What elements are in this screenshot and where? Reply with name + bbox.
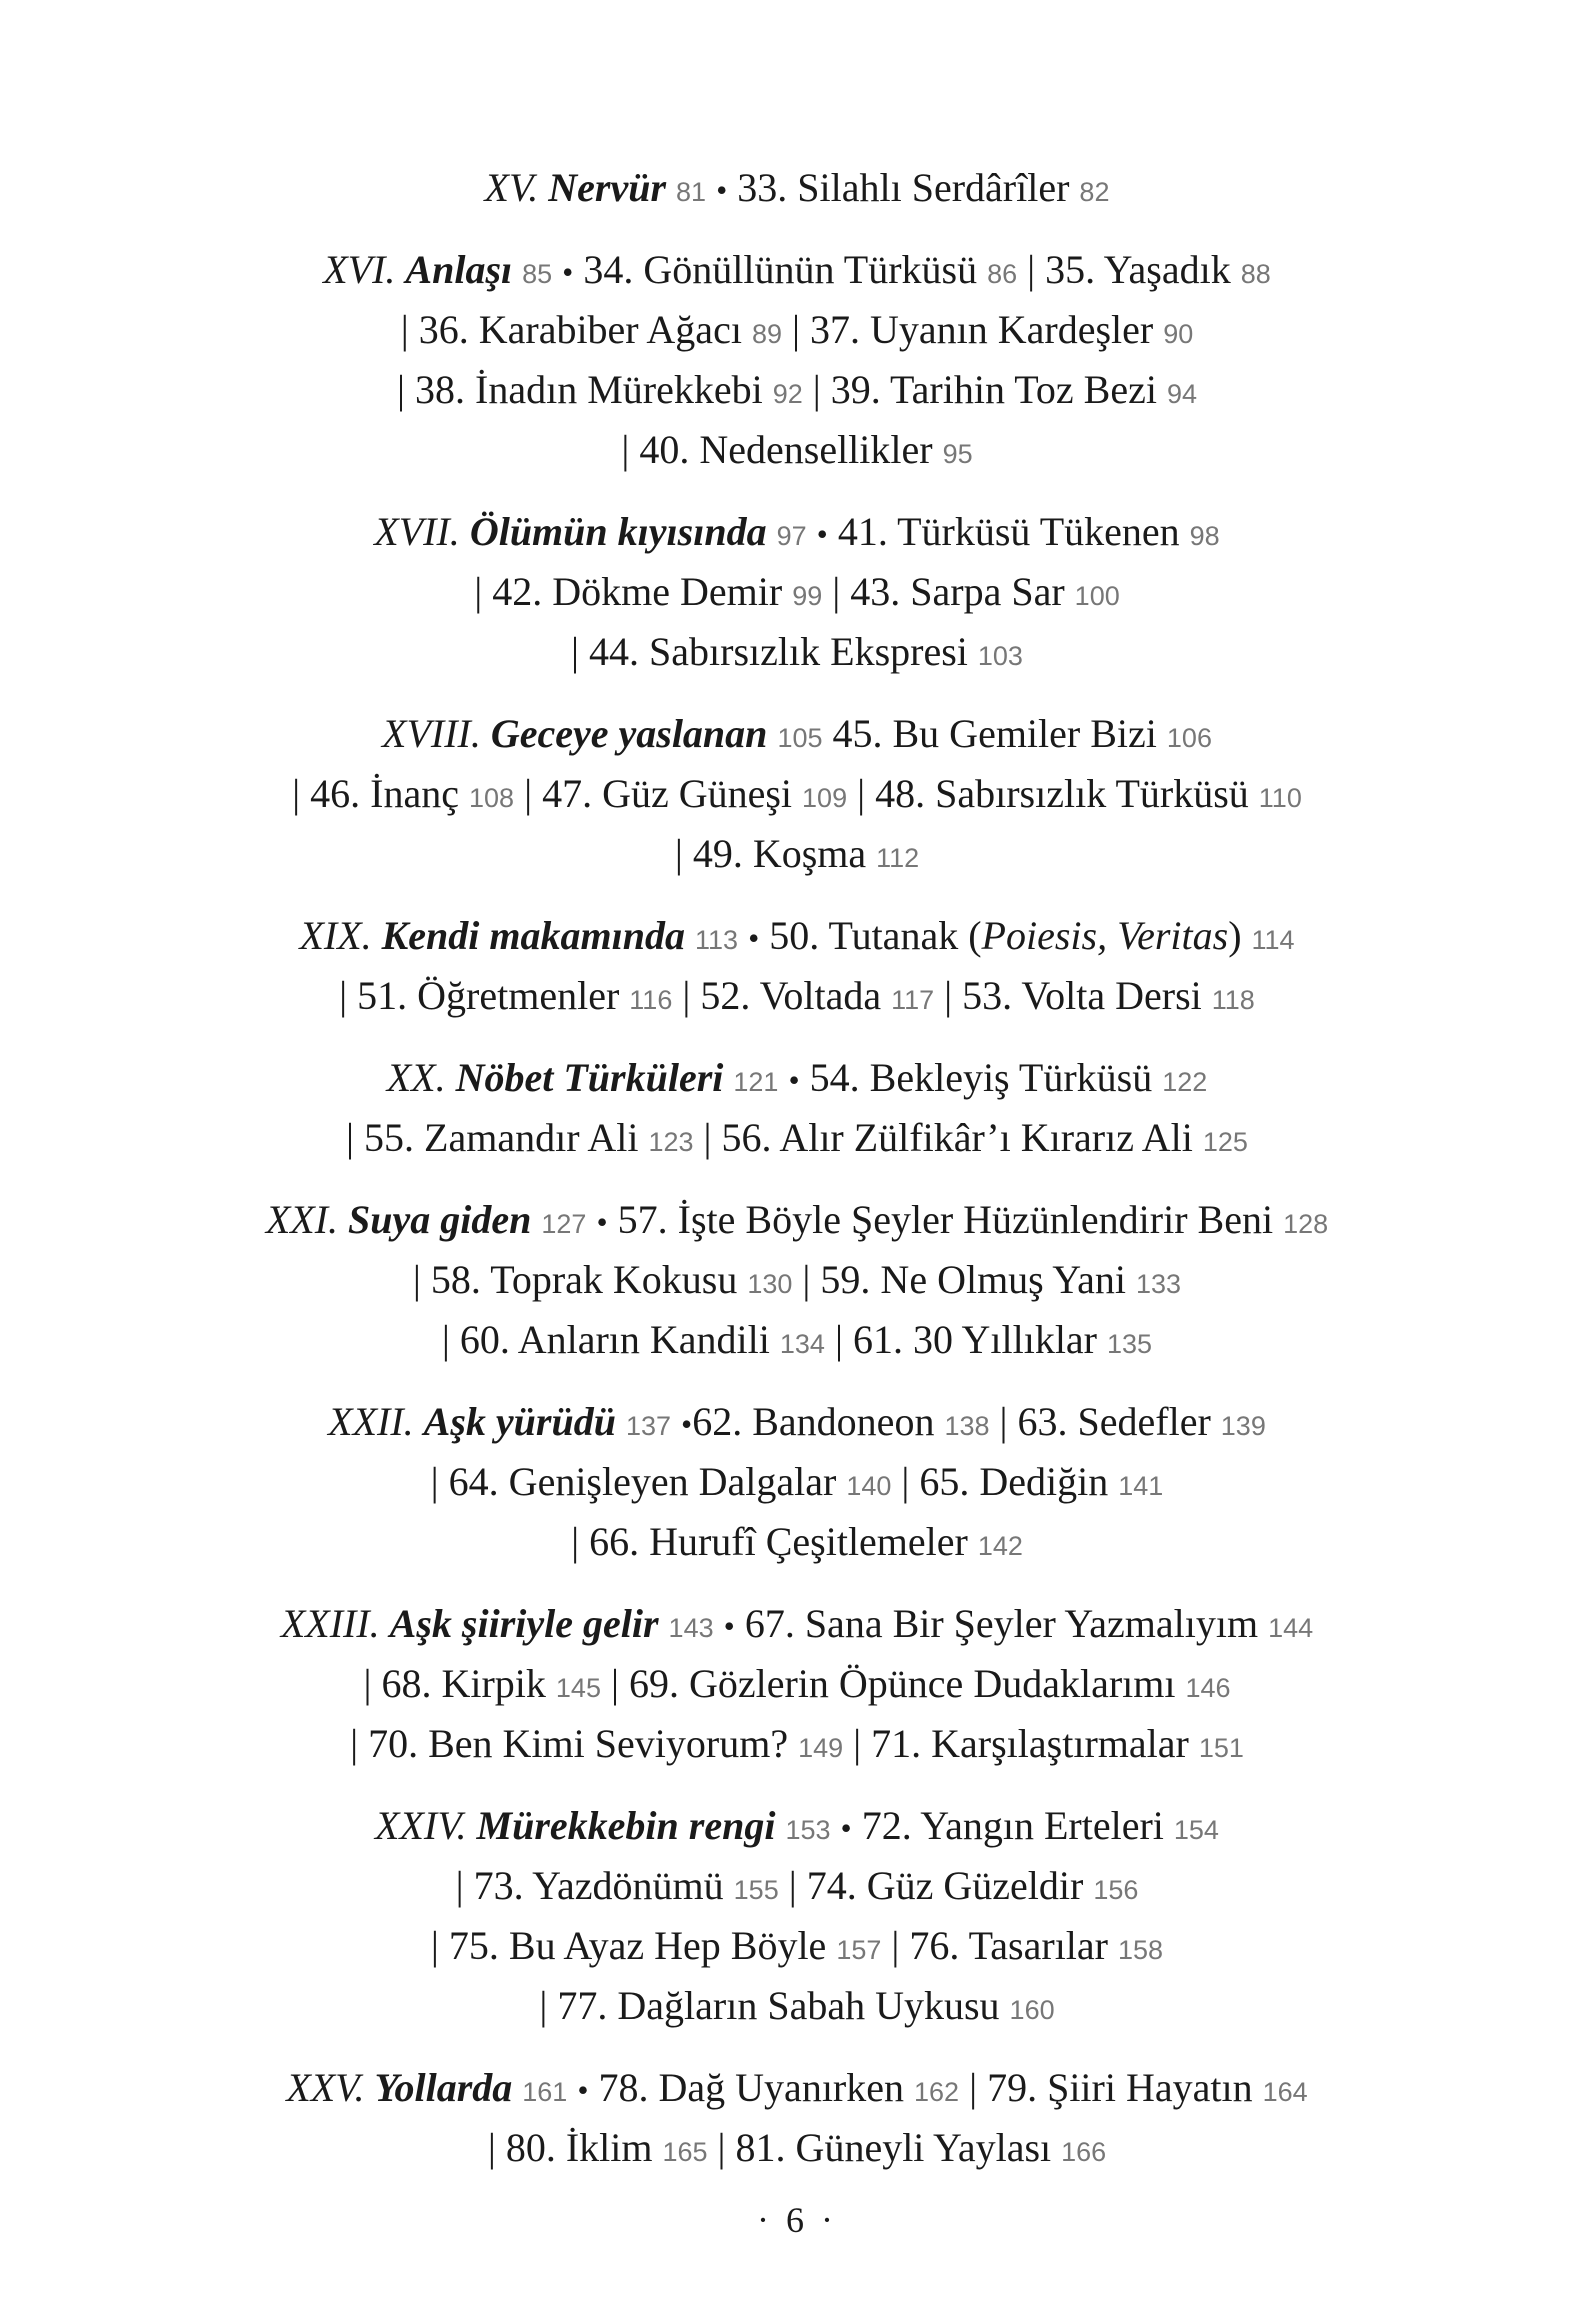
page-number-ref: 165 xyxy=(662,2137,708,2167)
page-number-ref: 98 xyxy=(1189,521,1220,551)
entry-text: | 37. Uyanın Kardeşler xyxy=(781,307,1164,352)
toc-line xyxy=(0,1514,1594,1574)
entry-text: 54. Bekleyiş Türküsü xyxy=(799,1055,1163,1100)
page-number-ref: 138 xyxy=(944,1411,990,1441)
section-numeral: XXII. xyxy=(328,1399,424,1444)
toc-line xyxy=(0,242,1594,302)
page-number-ref: 122 xyxy=(1162,1067,1208,1097)
page-number-ref: 95 xyxy=(942,439,973,469)
bullet-separator: • xyxy=(816,516,828,552)
section-numeral: XX. xyxy=(386,1055,456,1100)
toc-line xyxy=(0,1596,1594,1656)
page-number-ref: 109 xyxy=(802,783,848,813)
entry-text: | 47. Güz Güneşi xyxy=(514,771,803,816)
toc-section xyxy=(0,1798,1594,2038)
page-number-ref: 155 xyxy=(733,1875,779,1905)
entry-text xyxy=(512,247,522,292)
section-numeral: XXIV. xyxy=(375,1803,477,1848)
entry-text: | 60. Anların Kandili xyxy=(441,1317,780,1362)
toc-line xyxy=(0,624,1594,684)
page-number-ref: 121 xyxy=(733,1067,779,1097)
toc-line xyxy=(0,766,1594,826)
section-numeral: XVIII. xyxy=(382,711,491,756)
section-title: Aşk şiiriyle gelir xyxy=(389,1601,659,1646)
entry-text: | 38. İnadın Mürekkebi xyxy=(397,367,773,412)
entry-text xyxy=(586,1197,596,1242)
entry-text: 78. Dağ Uyanırken xyxy=(588,2065,914,2110)
toc-line xyxy=(0,362,1594,422)
section-numeral: XIX. xyxy=(299,913,382,958)
entry-text: | 79. Şiiri Hayatın xyxy=(959,2065,1263,2110)
entry-text: ) xyxy=(1228,913,1252,958)
entry-text xyxy=(659,1601,669,1646)
entry-text xyxy=(531,1197,541,1242)
page-number-ref: 160 xyxy=(1009,1995,1055,2025)
entry-text: | 48. Sabırsızlık Türküsü xyxy=(847,771,1259,816)
page-number-ref: 123 xyxy=(648,1127,694,1157)
section-numeral: XXI. xyxy=(265,1197,349,1242)
table-of-contents xyxy=(0,160,1594,2202)
page-number-ref: 125 xyxy=(1202,1127,1248,1157)
page-number-ref: 144 xyxy=(1268,1613,1314,1643)
entry-text xyxy=(512,2065,522,2110)
entry-text: | 49. Koşma xyxy=(674,831,877,876)
section-title: Aşk yürüdü xyxy=(423,1399,616,1444)
page-number-ref: 97 xyxy=(776,521,807,551)
toc-line xyxy=(0,826,1594,886)
page-number-ref: 135 xyxy=(1107,1329,1153,1359)
page-number-ref: 166 xyxy=(1061,2137,1107,2167)
entry-text xyxy=(616,1399,626,1444)
entry-text: | 44. Sabırsızlık Ekspresi xyxy=(571,629,978,674)
page-number-ref: 145 xyxy=(555,1673,601,1703)
entry-text xyxy=(666,165,676,210)
toc-line xyxy=(0,908,1594,968)
entry-text: | 42. Dökme Demir xyxy=(474,569,793,614)
entry-text: | 77. Dağların Sabah Uykusu xyxy=(539,1983,1010,2028)
section-title: Nöbet Türküleri xyxy=(455,1055,724,1100)
entry-text: | 58. Toprak Kokusu xyxy=(412,1257,748,1302)
section-title: Ölümün kıyısında xyxy=(469,509,767,554)
entry-text: | 59. Ne Olmuş Yani xyxy=(792,1257,1137,1302)
toc-line xyxy=(0,1110,1594,1170)
bullet-separator: • xyxy=(562,254,574,290)
page-number-ref: 153 xyxy=(785,1815,831,1845)
entry-text xyxy=(807,509,817,554)
toc-line xyxy=(0,1394,1594,1454)
entry-text: 34. Gönüllünün Türküsü xyxy=(573,247,988,292)
page-number-ref: 139 xyxy=(1220,1411,1266,1441)
entry-text: | 68. Kirpik xyxy=(363,1661,556,1706)
entry-text: | 81. Güneyli Yaylası xyxy=(707,2125,1062,2170)
section-numeral: XVII. xyxy=(374,509,470,554)
entry-text xyxy=(831,1803,841,1848)
section-numeral: XV. xyxy=(484,165,549,210)
toc-section xyxy=(0,2060,1594,2180)
toc-line xyxy=(0,1454,1594,1514)
page-number: · 6 · xyxy=(757,2200,837,2240)
bullet-separator: • xyxy=(577,2072,589,2108)
entry-text: 72. Yangın Erteleri xyxy=(851,1803,1174,1848)
entry-text: | 74. Güz Güzeldir xyxy=(778,1863,1094,1908)
toc-line xyxy=(0,968,1594,1028)
toc-line xyxy=(0,2060,1594,2120)
section-title: Kendi makamında xyxy=(381,913,686,958)
toc-section xyxy=(0,706,1594,886)
entry-text: | 36. Karabiber Ağacı xyxy=(400,307,752,352)
toc-line xyxy=(0,160,1594,220)
page-number-ref: 99 xyxy=(792,581,823,611)
toc-section xyxy=(0,242,1594,482)
page-number-ref: 130 xyxy=(747,1269,793,1299)
toc-line xyxy=(0,1192,1594,1252)
page-number-ref: 86 xyxy=(987,259,1018,289)
page-number-ref: 116 xyxy=(629,985,673,1015)
bullet-separator: • xyxy=(748,920,760,956)
page-number-ref: 157 xyxy=(836,1935,882,1965)
toc-section xyxy=(0,1596,1594,1776)
entry-text: | 53. Volta Dersi xyxy=(934,973,1212,1018)
section-numeral: XVI. xyxy=(323,247,406,292)
page-number-ref: 156 xyxy=(1093,1875,1139,1905)
page-number-ref: 100 xyxy=(1074,581,1120,611)
section-numeral: XXV. xyxy=(286,2065,375,2110)
entry-text: 67. Sana Bir Şeyler Yazmalıyım xyxy=(734,1601,1269,1646)
entry-text: | 43. Sarpa Sar xyxy=(822,569,1075,614)
page-number-ref: 158 xyxy=(1118,1935,1164,1965)
page-number-ref: 127 xyxy=(541,1209,587,1239)
page-number-ref: 133 xyxy=(1136,1269,1182,1299)
entry-text: 41. Türküsü Tükenen xyxy=(827,509,1190,554)
toc-line xyxy=(0,1978,1594,2038)
toc-line xyxy=(0,706,1594,766)
page-number-ref: 142 xyxy=(977,1531,1023,1561)
toc-line xyxy=(0,1050,1594,1110)
entry-text: | 73. Yazdönümü xyxy=(455,1863,734,1908)
entry-text: | 76. Tasarılar xyxy=(881,1923,1118,1968)
entry-text xyxy=(552,247,562,292)
entry-text: | 69. Gözlerin Öpünce Dudaklarımı xyxy=(600,1661,1186,1706)
section-title: Nervür xyxy=(548,165,667,210)
entry-text: | 46. İnanç xyxy=(292,771,469,816)
entry-text xyxy=(671,1399,681,1444)
page-number-ref: 110 xyxy=(1258,783,1302,813)
toc-line xyxy=(0,504,1594,564)
section-title: Geceye yaslanan xyxy=(490,711,768,756)
page-number-ref: 90 xyxy=(1163,319,1194,349)
entry-text xyxy=(567,2065,577,2110)
page-number-ref: 108 xyxy=(469,783,515,813)
toc-section xyxy=(0,1394,1594,1574)
bullet-separator: • xyxy=(840,1810,852,1846)
bullet-separator: • xyxy=(681,1406,693,1442)
page-number-ref: 146 xyxy=(1185,1673,1231,1703)
toc-line xyxy=(0,1312,1594,1372)
toc-section xyxy=(0,504,1594,684)
toc-section xyxy=(0,1050,1594,1170)
section-title: Anlaşı xyxy=(405,247,513,292)
bullet-separator: • xyxy=(788,1062,800,1098)
page-number-ref: 149 xyxy=(798,1733,844,1763)
entry-text: 57. İşte Böyle Şeyler Hüzünlendirir Beni xyxy=(607,1197,1284,1242)
entry-text: | 64. Genişleyen Dalgalar xyxy=(430,1459,847,1504)
bullet-separator: • xyxy=(716,172,728,208)
entry-text: | 75. Bu Ayaz Hep Böyle xyxy=(430,1923,837,1968)
entry-text: | 56. Alır Zülfikâr’ı Kırarız Ali xyxy=(693,1115,1203,1160)
toc-line xyxy=(0,564,1594,624)
entry-text xyxy=(767,711,777,756)
page-number-ref: 113 xyxy=(695,925,739,955)
entry-text: | 65. Dediğin xyxy=(891,1459,1119,1504)
toc-line xyxy=(0,1252,1594,1312)
entry-text xyxy=(723,1055,733,1100)
page-number-ref: 162 xyxy=(914,2077,960,2107)
entry-text xyxy=(706,165,716,210)
page-number-ref: 161 xyxy=(522,2077,568,2107)
page-number-ref: 151 xyxy=(1198,1733,1244,1763)
entry-text: | 51. Öğretmenler xyxy=(339,973,630,1018)
page-number-ref: 118 xyxy=(1211,985,1255,1015)
entry-text: | 55. Zamandır Ali xyxy=(346,1115,649,1160)
entry-text xyxy=(714,1601,724,1646)
page-number-ref: 164 xyxy=(1262,2077,1308,2107)
page-number-ref: 134 xyxy=(779,1329,825,1359)
page-number-ref: 89 xyxy=(751,319,782,349)
entry-text: | 52. Voltada xyxy=(672,973,892,1018)
entry-text xyxy=(685,913,695,958)
toc-line xyxy=(0,1918,1594,1978)
page-number-ref: 114 xyxy=(1251,925,1295,955)
entry-text: | 70. Ben Kimi Seviyorum? xyxy=(350,1721,799,1766)
entry-text: 45. Bu Gemiler Bizi xyxy=(822,711,1167,756)
entry-text: | 63. Sedefler xyxy=(989,1399,1221,1444)
section-numeral: XXIII. xyxy=(280,1601,390,1646)
toc-line xyxy=(0,1858,1594,1918)
entry-text: | 35. Yaşadık xyxy=(1017,247,1241,292)
entry-text: | 80. İklim xyxy=(487,2125,663,2170)
page-number-ref: 128 xyxy=(1283,1209,1329,1239)
page-number-ref: 106 xyxy=(1166,723,1212,753)
page-number-ref: 137 xyxy=(625,1411,672,1441)
entry-text: | 40. Nedensellikler xyxy=(621,427,943,472)
entry-text: 33. Silahlı Serdârîler xyxy=(727,165,1080,210)
page-number-ref: 141 xyxy=(1118,1471,1164,1501)
entry-text: 50. Tutanak ( xyxy=(759,913,982,958)
page-number-ref: 94 xyxy=(1166,379,1197,409)
toc-section xyxy=(0,1192,1594,1372)
page-number-ref: 103 xyxy=(977,641,1023,671)
toc-section xyxy=(0,160,1594,220)
bullet-separator: • xyxy=(596,1204,608,1240)
italic-text: Poiesis, Veritas xyxy=(981,913,1229,958)
entry-text: | 61. 30 Yıllıklar xyxy=(824,1317,1108,1362)
page-number-ref: 105 xyxy=(777,723,823,753)
entry-text xyxy=(767,509,777,554)
page-number-ref: 117 xyxy=(891,985,935,1015)
page-number-ref: 88 xyxy=(1240,259,1271,289)
page-number-ref: 85 xyxy=(522,259,553,289)
page-number-ref: 154 xyxy=(1173,1815,1219,1845)
entry-text xyxy=(775,1803,785,1848)
entry-text: | 39. Tarihin Toz Bezi xyxy=(802,367,1167,412)
toc-line xyxy=(0,1656,1594,1716)
toc-line xyxy=(0,2120,1594,2180)
entry-text: | 66. Hurufî Çeşitlemeler xyxy=(571,1519,978,1564)
toc-line xyxy=(0,1716,1594,1776)
section-title: Suya giden xyxy=(348,1197,532,1242)
page-number-ref: 81 xyxy=(676,177,707,207)
page-number-ref: 92 xyxy=(772,379,803,409)
entry-text xyxy=(738,913,748,958)
page-number-ref: 82 xyxy=(1079,177,1110,207)
entry-text: 62. Bandoneon xyxy=(692,1399,945,1444)
bullet-separator: • xyxy=(723,1608,735,1644)
section-title: Yollarda xyxy=(374,2065,513,2110)
toc-section xyxy=(0,908,1594,1028)
page-number-ref: 140 xyxy=(846,1471,892,1501)
toc-line xyxy=(0,302,1594,362)
toc-line xyxy=(0,1798,1594,1858)
entry-text xyxy=(778,1055,788,1100)
toc-line xyxy=(0,422,1594,482)
page-number-ref: 112 xyxy=(876,843,920,873)
page-number-ref: 143 xyxy=(668,1613,714,1643)
section-title: Mürekkebin rengi xyxy=(476,1803,776,1848)
entry-text: | 71. Karşılaştırmalar xyxy=(843,1721,1199,1766)
